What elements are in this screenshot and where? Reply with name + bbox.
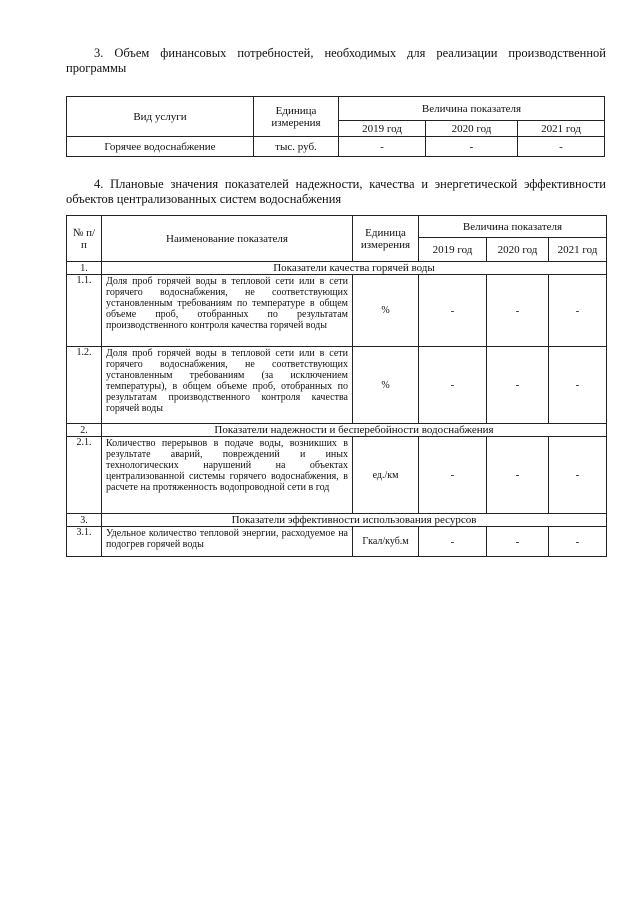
group-num: 2. [67,424,102,437]
indicators-table [66,215,607,557]
group-num: 3. [67,514,102,527]
value-cell: - [487,275,549,347]
group-row [67,262,607,275]
group-title: Показатели качества горячей воды [102,262,607,275]
year-header: 2021 год [518,121,605,137]
value-cell: - [487,347,549,424]
section-4-heading: 4. Плановые значения показателей надежности, качества и энергетической эффективности объектов централизованных систем водоснабжения [66,177,606,206]
row-num: 3.1. [67,527,102,557]
value-cell: - [426,137,518,157]
group-title: Показатели надежности и бесперебойности водоснабжения [102,424,607,437]
unit-header: Единица измерения [254,97,339,137]
value-cell: - [549,347,607,424]
num-header: № п/п [67,216,102,262]
year-header: 2020 год [426,121,518,137]
indicator-name: Удельное количество тепловой энергии, расходуемое на подогрев горячей воды [102,527,353,557]
group-row [67,514,607,527]
group-num: 1. [67,262,102,275]
year-header: 2019 год [339,121,426,137]
service-cell: Горячее водоснабжение [67,137,254,157]
section-3-heading: 3. Объем финансовых потребностей, необходимых для реализации производственной программы [66,46,606,75]
table-row [67,347,607,424]
year-header: 2021 год [549,238,607,262]
group-row [67,424,607,437]
service-header: Вид услуги [67,97,254,137]
unit-cell: Гкал/куб.м [353,527,419,557]
table-row [67,275,607,347]
unit-cell: ед./км [353,437,419,514]
row-num: 2.1. [67,437,102,514]
table-row [67,527,607,557]
year-header: 2020 год [487,238,549,262]
value-cell: - [419,527,487,557]
indicator-name: Доля проб горячей воды в тепловой сети или в сети горячего водоснабжения, не соответствующих установленным требованиям (за исключением температуры), в общем объеме проб, отобранных по результатам производственного контроля качества горячей воды [102,347,353,424]
value-cell: - [549,437,607,514]
indicator-name: Количество перерывов в подаче воды, возникших в результате аварий, повреждений и иных технологических нарушений на объектах централизованной системы горячего водоснабжения, в расчете на протяженность водопроводной сети в год [102,437,353,514]
value-cell: - [518,137,605,157]
unit-header: Единица измерения [353,216,419,262]
value-cell: - [549,527,607,557]
group-title: Показатели эффективности использования ресурсов [102,514,607,527]
value-cell: - [487,437,549,514]
financial-needs-table [66,96,605,157]
value-cell: - [419,437,487,514]
table-row [67,137,605,157]
table-row [67,437,607,514]
row-num: 1.1. [67,275,102,347]
value-header: Величина показателя [339,97,605,121]
name-header: Наименование показателя [102,216,353,262]
indicator-name: Доля проб горячей воды в тепловой сети или в сети горячего водоснабжения, не соответствующих установленным требованиям по температуре в общем объеме проб, отобранных по результатам производственного контроля качества горячей воды [102,275,353,347]
value-cell: - [487,527,549,557]
value-cell: - [549,275,607,347]
unit-cell: тыс. руб. [254,137,339,157]
row-num: 1.2. [67,347,102,424]
value-cell: - [419,275,487,347]
year-header: 2019 год [419,238,487,262]
unit-cell: % [353,347,419,424]
value-header: Величина показателя [419,216,607,238]
unit-cell: % [353,275,419,347]
value-cell: - [419,347,487,424]
value-cell: - [339,137,426,157]
